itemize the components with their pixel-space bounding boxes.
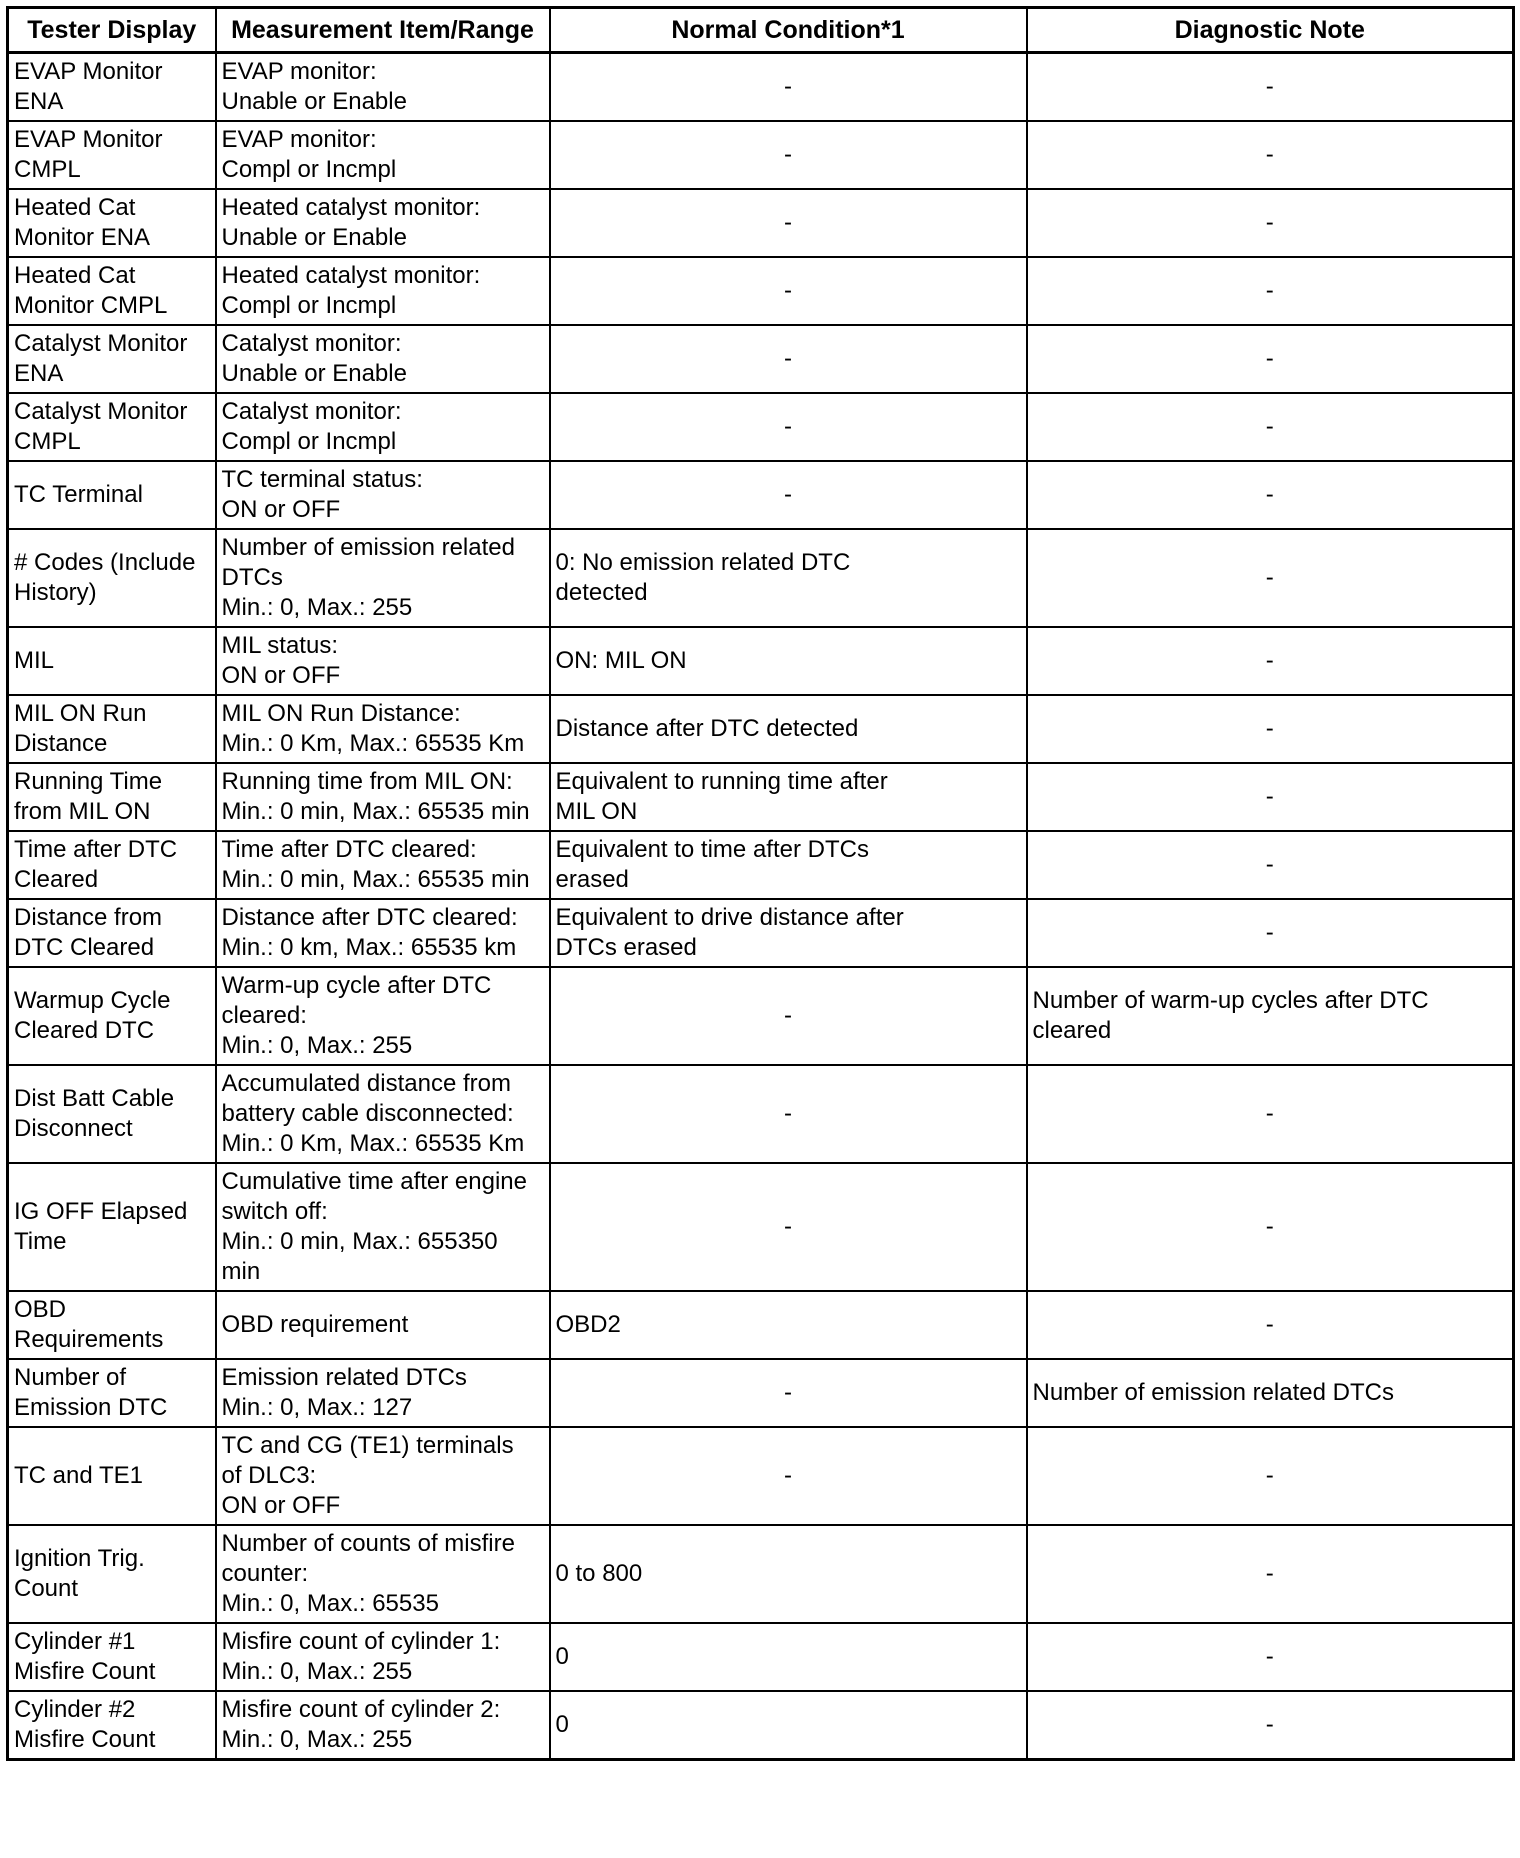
cell-line: Distance after DTC detected bbox=[555, 715, 859, 742]
tester-display-cell bbox=[8, 53, 216, 122]
cell-line: Equivalent to drive distance after bbox=[555, 904, 904, 931]
cell-line: Min.: 0, Max.: 255 bbox=[221, 1658, 413, 1685]
measurement-cell bbox=[216, 1427, 550, 1525]
cell-line: ON or OFF bbox=[221, 662, 341, 689]
data-list-table-wrapper bbox=[6, 6, 1512, 1761]
cell-line: Monitor CMPL bbox=[14, 292, 168, 319]
cell-line: switch off: bbox=[221, 1198, 328, 1225]
tester-display-cell bbox=[8, 763, 216, 831]
cell-line: - bbox=[1265, 413, 1274, 440]
cell-line: - bbox=[1265, 277, 1274, 304]
cell-line: from MIL ON bbox=[14, 798, 151, 825]
normal-condition-cell bbox=[550, 393, 1027, 461]
cell-line: Misfire Count bbox=[14, 1726, 156, 1753]
diagnostic-note-cell bbox=[1027, 1065, 1514, 1163]
cell-line: Emission DTC bbox=[14, 1394, 168, 1421]
cell-line: Number of bbox=[14, 1364, 127, 1391]
cell-line: - bbox=[784, 1379, 792, 1406]
cell-line: ON or OFF bbox=[221, 496, 341, 523]
cell-line: erased bbox=[555, 866, 629, 893]
cell-line: - bbox=[1265, 1560, 1274, 1587]
cell-line: EVAP monitor: bbox=[221, 126, 377, 153]
cell-line: - bbox=[1265, 1213, 1274, 1240]
cell-line: ON: MIL ON bbox=[555, 647, 687, 674]
diagnostic-note-cell bbox=[1027, 393, 1514, 461]
cell-line: Distance bbox=[14, 730, 108, 757]
cell-line: Compl or Incmpl bbox=[221, 156, 397, 183]
diagnostic-note-cell bbox=[1027, 1525, 1514, 1623]
cell-line: Time after DTC bbox=[14, 836, 178, 863]
cell-line: - bbox=[784, 1213, 792, 1240]
table-row bbox=[8, 627, 1514, 695]
tester-display-cell bbox=[8, 325, 216, 393]
tester-display-cell bbox=[8, 393, 216, 461]
cell-line: ON or OFF bbox=[221, 1492, 341, 1519]
normal-condition-cell bbox=[550, 325, 1027, 393]
normal-condition-cell bbox=[550, 627, 1027, 695]
cell-line: OBD2 bbox=[555, 1311, 621, 1338]
diagnostic-note-cell bbox=[1027, 257, 1514, 325]
diagnostic-note-cell bbox=[1027, 1163, 1514, 1291]
table-row bbox=[8, 1427, 1514, 1525]
cell-line: - bbox=[1265, 715, 1274, 742]
cell-line: EVAP Monitor bbox=[14, 126, 163, 153]
cell-line: Min.: 0, Max.: 255 bbox=[221, 1726, 413, 1753]
table-row bbox=[8, 967, 1514, 1065]
cell-line: TC and TE1 bbox=[14, 1462, 143, 1489]
cell-line: CMPL bbox=[14, 428, 81, 455]
table-row bbox=[8, 1163, 1514, 1291]
table-row bbox=[8, 763, 1514, 831]
normal-condition-cell bbox=[550, 529, 1027, 627]
cell-line: OBD bbox=[14, 1296, 67, 1323]
cell-line: - bbox=[1265, 1462, 1274, 1489]
cell-line: detected bbox=[555, 579, 648, 606]
tester-display-cell bbox=[8, 1359, 216, 1427]
cell-line: - bbox=[784, 345, 792, 372]
cell-line: - bbox=[1265, 851, 1274, 878]
diagnostic-note-cell bbox=[1027, 627, 1514, 695]
cell-line: - bbox=[1265, 209, 1274, 236]
cell-line: - bbox=[1265, 1711, 1274, 1738]
table-body bbox=[8, 53, 1514, 1760]
header-diagnostic-note: Diagnostic Note bbox=[1027, 8, 1514, 53]
normal-condition-cell bbox=[550, 189, 1027, 257]
table-row bbox=[8, 695, 1514, 763]
cell-line: Misfire count of cylinder 2: bbox=[221, 1696, 501, 1723]
cell-line: of DLC3: bbox=[221, 1462, 317, 1489]
normal-condition-cell bbox=[550, 1291, 1027, 1359]
cell-line: Min.: 0 km, Max.: 65535 km bbox=[221, 934, 517, 961]
cell-line: TC and CG (TE1) terminals bbox=[221, 1432, 514, 1459]
measurement-cell bbox=[216, 1291, 550, 1359]
normal-condition-cell bbox=[550, 763, 1027, 831]
cell-line: - bbox=[1265, 1100, 1274, 1127]
cell-line: - bbox=[784, 413, 792, 440]
diagnostic-note-cell bbox=[1027, 1691, 1514, 1760]
measurement-cell bbox=[216, 461, 550, 529]
cell-line: Number of emission related bbox=[221, 534, 515, 561]
cell-line: MIL bbox=[14, 647, 55, 674]
normal-condition-cell bbox=[550, 695, 1027, 763]
normal-condition-cell bbox=[550, 461, 1027, 529]
cell-line: TC terminal status: bbox=[221, 466, 423, 493]
cell-line: Ignition Trig. bbox=[14, 1545, 145, 1572]
tester-display-cell bbox=[8, 1691, 216, 1760]
tester-display-cell bbox=[8, 695, 216, 763]
cell-line: Monitor ENA bbox=[14, 224, 151, 251]
cell-line: Misfire Count bbox=[14, 1658, 156, 1685]
cell-line: ENA bbox=[14, 360, 64, 387]
cell-line: MIL status: bbox=[221, 632, 338, 659]
cell-line: Accumulated distance from bbox=[221, 1070, 511, 1097]
cell-line: min bbox=[221, 1258, 261, 1285]
data-list-table bbox=[6, 6, 1515, 1761]
cell-line: TC Terminal bbox=[14, 481, 143, 508]
cell-line: EVAP monitor: bbox=[221, 58, 377, 85]
cell-line: Distance from bbox=[14, 904, 163, 931]
diagnostic-note-cell bbox=[1027, 189, 1514, 257]
cell-line: Number of counts of misfire bbox=[221, 1530, 515, 1557]
normal-condition-cell bbox=[550, 1525, 1027, 1623]
diagnostic-note-cell bbox=[1027, 121, 1514, 189]
table-row bbox=[8, 529, 1514, 627]
diagnostic-note-cell bbox=[1027, 325, 1514, 393]
measurement-cell bbox=[216, 325, 550, 393]
table-row bbox=[8, 1525, 1514, 1623]
table-row bbox=[8, 189, 1514, 257]
diagnostic-note-cell bbox=[1027, 529, 1514, 627]
table-row bbox=[8, 1291, 1514, 1359]
header-row bbox=[8, 8, 1514, 53]
cell-line: - bbox=[784, 1002, 792, 1029]
diagnostic-note-cell bbox=[1027, 899, 1514, 967]
table-row bbox=[8, 121, 1514, 189]
measurement-cell bbox=[216, 967, 550, 1065]
cell-line: Cylinder #2 bbox=[14, 1696, 136, 1723]
cell-line: Min.: 0, Max.: 65535 bbox=[221, 1590, 439, 1617]
measurement-cell bbox=[216, 189, 550, 257]
normal-condition-cell bbox=[550, 1691, 1027, 1760]
cell-line: Unable or Enable bbox=[221, 224, 407, 251]
cell-line: DTCs erased bbox=[555, 934, 697, 961]
cell-line: 0 bbox=[555, 1643, 569, 1670]
cell-line: - bbox=[1265, 345, 1274, 372]
cell-line: Min.: 0 Km, Max.: 65535 Km bbox=[221, 1130, 525, 1157]
cell-line: - bbox=[1265, 73, 1274, 100]
cell-line: Emission related DTCs bbox=[221, 1364, 467, 1391]
cell-line: MIL ON Run bbox=[14, 700, 147, 727]
diagnostic-note-cell bbox=[1027, 53, 1514, 122]
measurement-cell bbox=[216, 393, 550, 461]
cell-line: Cleared bbox=[14, 866, 99, 893]
cell-line: Warmup Cycle bbox=[14, 987, 171, 1014]
table-row bbox=[8, 53, 1514, 122]
tester-display-cell bbox=[8, 1065, 216, 1163]
measurement-cell bbox=[216, 1691, 550, 1760]
cell-line: counter: bbox=[221, 1560, 309, 1587]
diagnostic-note-cell bbox=[1027, 831, 1514, 899]
cell-line: IG OFF Elapsed bbox=[14, 1198, 188, 1225]
measurement-cell bbox=[216, 831, 550, 899]
tester-display-cell bbox=[8, 899, 216, 967]
cell-line: Heated Cat bbox=[14, 262, 136, 289]
measurement-cell bbox=[216, 1525, 550, 1623]
measurement-cell bbox=[216, 53, 550, 122]
cell-line: cleared: bbox=[221, 1002, 307, 1029]
cell-line: Compl or Incmpl bbox=[221, 292, 397, 319]
cell-line: Min.: 0 min, Max.: 65535 min bbox=[221, 866, 530, 893]
cell-line: - bbox=[1265, 1643, 1274, 1670]
tester-display-cell bbox=[8, 627, 216, 695]
cell-line: Count bbox=[14, 1575, 79, 1602]
cell-line: Misfire count of cylinder 1: bbox=[221, 1628, 501, 1655]
cell-line: Compl or Incmpl bbox=[221, 428, 397, 455]
cell-line: - bbox=[1265, 647, 1274, 674]
tester-display-cell bbox=[8, 967, 216, 1065]
cell-line: Number of emission related DTCs bbox=[1032, 1379, 1394, 1406]
measurement-cell bbox=[216, 763, 550, 831]
cell-line: DTC Cleared bbox=[14, 934, 155, 961]
measurement-cell bbox=[216, 529, 550, 627]
cell-line: History) bbox=[14, 579, 97, 606]
cell-line: DTCs bbox=[221, 564, 283, 591]
tester-display-cell bbox=[8, 1427, 216, 1525]
normal-condition-cell bbox=[550, 1359, 1027, 1427]
cell-line: - bbox=[784, 481, 792, 508]
cell-line: Disconnect bbox=[14, 1115, 133, 1142]
cell-line: - bbox=[784, 141, 792, 168]
measurement-cell bbox=[216, 899, 550, 967]
normal-condition-cell bbox=[550, 53, 1027, 122]
diagnostic-note-cell bbox=[1027, 461, 1514, 529]
cell-line: Heated Cat bbox=[14, 194, 136, 221]
cell-line: - bbox=[784, 1100, 792, 1127]
table-row bbox=[8, 1359, 1514, 1427]
cell-line: MIL ON bbox=[555, 798, 638, 825]
cell-line: Heated catalyst monitor: bbox=[221, 262, 481, 289]
tester-display-cell bbox=[8, 1291, 216, 1359]
tester-display-cell bbox=[8, 1623, 216, 1691]
table-row bbox=[8, 461, 1514, 529]
cell-line: Unable or Enable bbox=[221, 88, 407, 115]
cell-line: Cylinder #1 bbox=[14, 1628, 136, 1655]
cell-line: Distance after DTC cleared: bbox=[221, 904, 518, 931]
cell-line: - bbox=[784, 73, 792, 100]
measurement-cell bbox=[216, 257, 550, 325]
diagnostic-note-cell bbox=[1027, 1623, 1514, 1691]
cell-line: MIL ON Run Distance: bbox=[221, 700, 461, 727]
cell-line: - bbox=[1265, 919, 1274, 946]
cell-line: - bbox=[784, 1462, 792, 1489]
cell-line: Cumulative time after engine bbox=[221, 1168, 527, 1195]
cell-line: 0 bbox=[555, 1711, 569, 1738]
cell-line: Time after DTC cleared: bbox=[221, 836, 477, 863]
measurement-cell bbox=[216, 695, 550, 763]
table-row bbox=[8, 1065, 1514, 1163]
tester-display-cell bbox=[8, 1525, 216, 1623]
measurement-cell bbox=[216, 1065, 550, 1163]
table-row bbox=[8, 1691, 1514, 1760]
diagnostic-note-cell bbox=[1027, 695, 1514, 763]
table-row bbox=[8, 831, 1514, 899]
diagnostic-note-cell bbox=[1027, 763, 1514, 831]
cell-line: - bbox=[1265, 783, 1274, 810]
measurement-cell bbox=[216, 121, 550, 189]
cell-line: Min.: 0 min, Max.: 655350 bbox=[221, 1228, 498, 1255]
cell-line: Min.: 0, Max.: 255 bbox=[221, 594, 413, 621]
table-row bbox=[8, 257, 1514, 325]
cell-line: battery cable disconnected: bbox=[221, 1100, 514, 1127]
measurement-cell bbox=[216, 627, 550, 695]
cell-line: Dist Batt Cable bbox=[14, 1085, 175, 1112]
cell-line: OBD requirement bbox=[221, 1311, 409, 1338]
cell-line: - bbox=[1265, 141, 1274, 168]
normal-condition-cell bbox=[550, 1427, 1027, 1525]
measurement-cell bbox=[216, 1623, 550, 1691]
tester-display-cell bbox=[8, 529, 216, 627]
cell-line: Equivalent to running time after bbox=[555, 768, 888, 795]
diagnostic-note-cell bbox=[1027, 967, 1514, 1065]
tester-display-cell bbox=[8, 461, 216, 529]
normal-condition-cell bbox=[550, 121, 1027, 189]
cell-line: Min.: 0 min, Max.: 65535 min bbox=[221, 798, 530, 825]
cell-line: Catalyst Monitor bbox=[14, 398, 188, 425]
table-row bbox=[8, 1623, 1514, 1691]
normal-condition-cell bbox=[550, 1623, 1027, 1691]
measurement-cell bbox=[216, 1359, 550, 1427]
cell-line: Requirements bbox=[14, 1326, 164, 1353]
cell-line: 0 to 800 bbox=[555, 1560, 643, 1587]
cell-line: Time bbox=[14, 1228, 67, 1255]
cell-line: - bbox=[1265, 1311, 1274, 1338]
cell-line: EVAP Monitor bbox=[14, 58, 163, 85]
cell-line: Number of warm-up cycles after DTC cleared bbox=[1032, 987, 1429, 1044]
table-row bbox=[8, 325, 1514, 393]
tester-display-cell bbox=[8, 121, 216, 189]
header-measurement-item: Measurement Item/Range bbox=[216, 8, 550, 53]
cell-line: Catalyst monitor: bbox=[221, 398, 402, 425]
normal-condition-cell bbox=[550, 1065, 1027, 1163]
header-tester-display: Tester Display bbox=[8, 8, 216, 53]
normal-condition-cell bbox=[550, 1163, 1027, 1291]
cell-line: CMPL bbox=[14, 156, 81, 183]
table-row bbox=[8, 393, 1514, 461]
cell-line: # Codes (Include bbox=[14, 549, 196, 576]
tester-display-cell bbox=[8, 1163, 216, 1291]
normal-condition-cell bbox=[550, 967, 1027, 1065]
normal-condition-cell bbox=[550, 831, 1027, 899]
cell-line: 0: No emission related DTC bbox=[555, 549, 851, 576]
cell-line: Heated catalyst monitor: bbox=[221, 194, 481, 221]
cell-line: Min.: 0, Max.: 127 bbox=[221, 1394, 413, 1421]
diagnostic-note-cell bbox=[1027, 1291, 1514, 1359]
tester-display-cell bbox=[8, 257, 216, 325]
diagnostic-note-cell bbox=[1027, 1359, 1514, 1427]
cell-line: Min.: 0 Km, Max.: 65535 Km bbox=[221, 730, 525, 757]
cell-line: Catalyst monitor: bbox=[221, 330, 402, 357]
cell-line: Unable or Enable bbox=[221, 360, 407, 387]
cell-line: ENA bbox=[14, 88, 64, 115]
diagnostic-note-cell bbox=[1027, 1427, 1514, 1525]
tester-display-cell bbox=[8, 189, 216, 257]
cell-line: Warm-up cycle after DTC bbox=[221, 972, 492, 999]
cell-line: Running time from MIL ON: bbox=[221, 768, 513, 795]
normal-condition-cell bbox=[550, 899, 1027, 967]
cell-line: Cleared DTC bbox=[14, 1017, 155, 1044]
cell-line: - bbox=[1265, 564, 1274, 591]
tester-display-cell bbox=[8, 831, 216, 899]
header-normal-condition: Normal Condition*1 bbox=[550, 8, 1027, 53]
table-row bbox=[8, 899, 1514, 967]
cell-line: - bbox=[784, 209, 792, 236]
cell-line: Catalyst Monitor bbox=[14, 330, 188, 357]
normal-condition-cell bbox=[550, 257, 1027, 325]
cell-line: - bbox=[1265, 481, 1274, 508]
measurement-cell bbox=[216, 1163, 550, 1291]
cell-line: Min.: 0, Max.: 255 bbox=[221, 1032, 413, 1059]
cell-line: Equivalent to time after DTCs bbox=[555, 836, 869, 863]
cell-line: Running Time bbox=[14, 768, 163, 795]
cell-line: - bbox=[784, 277, 792, 304]
